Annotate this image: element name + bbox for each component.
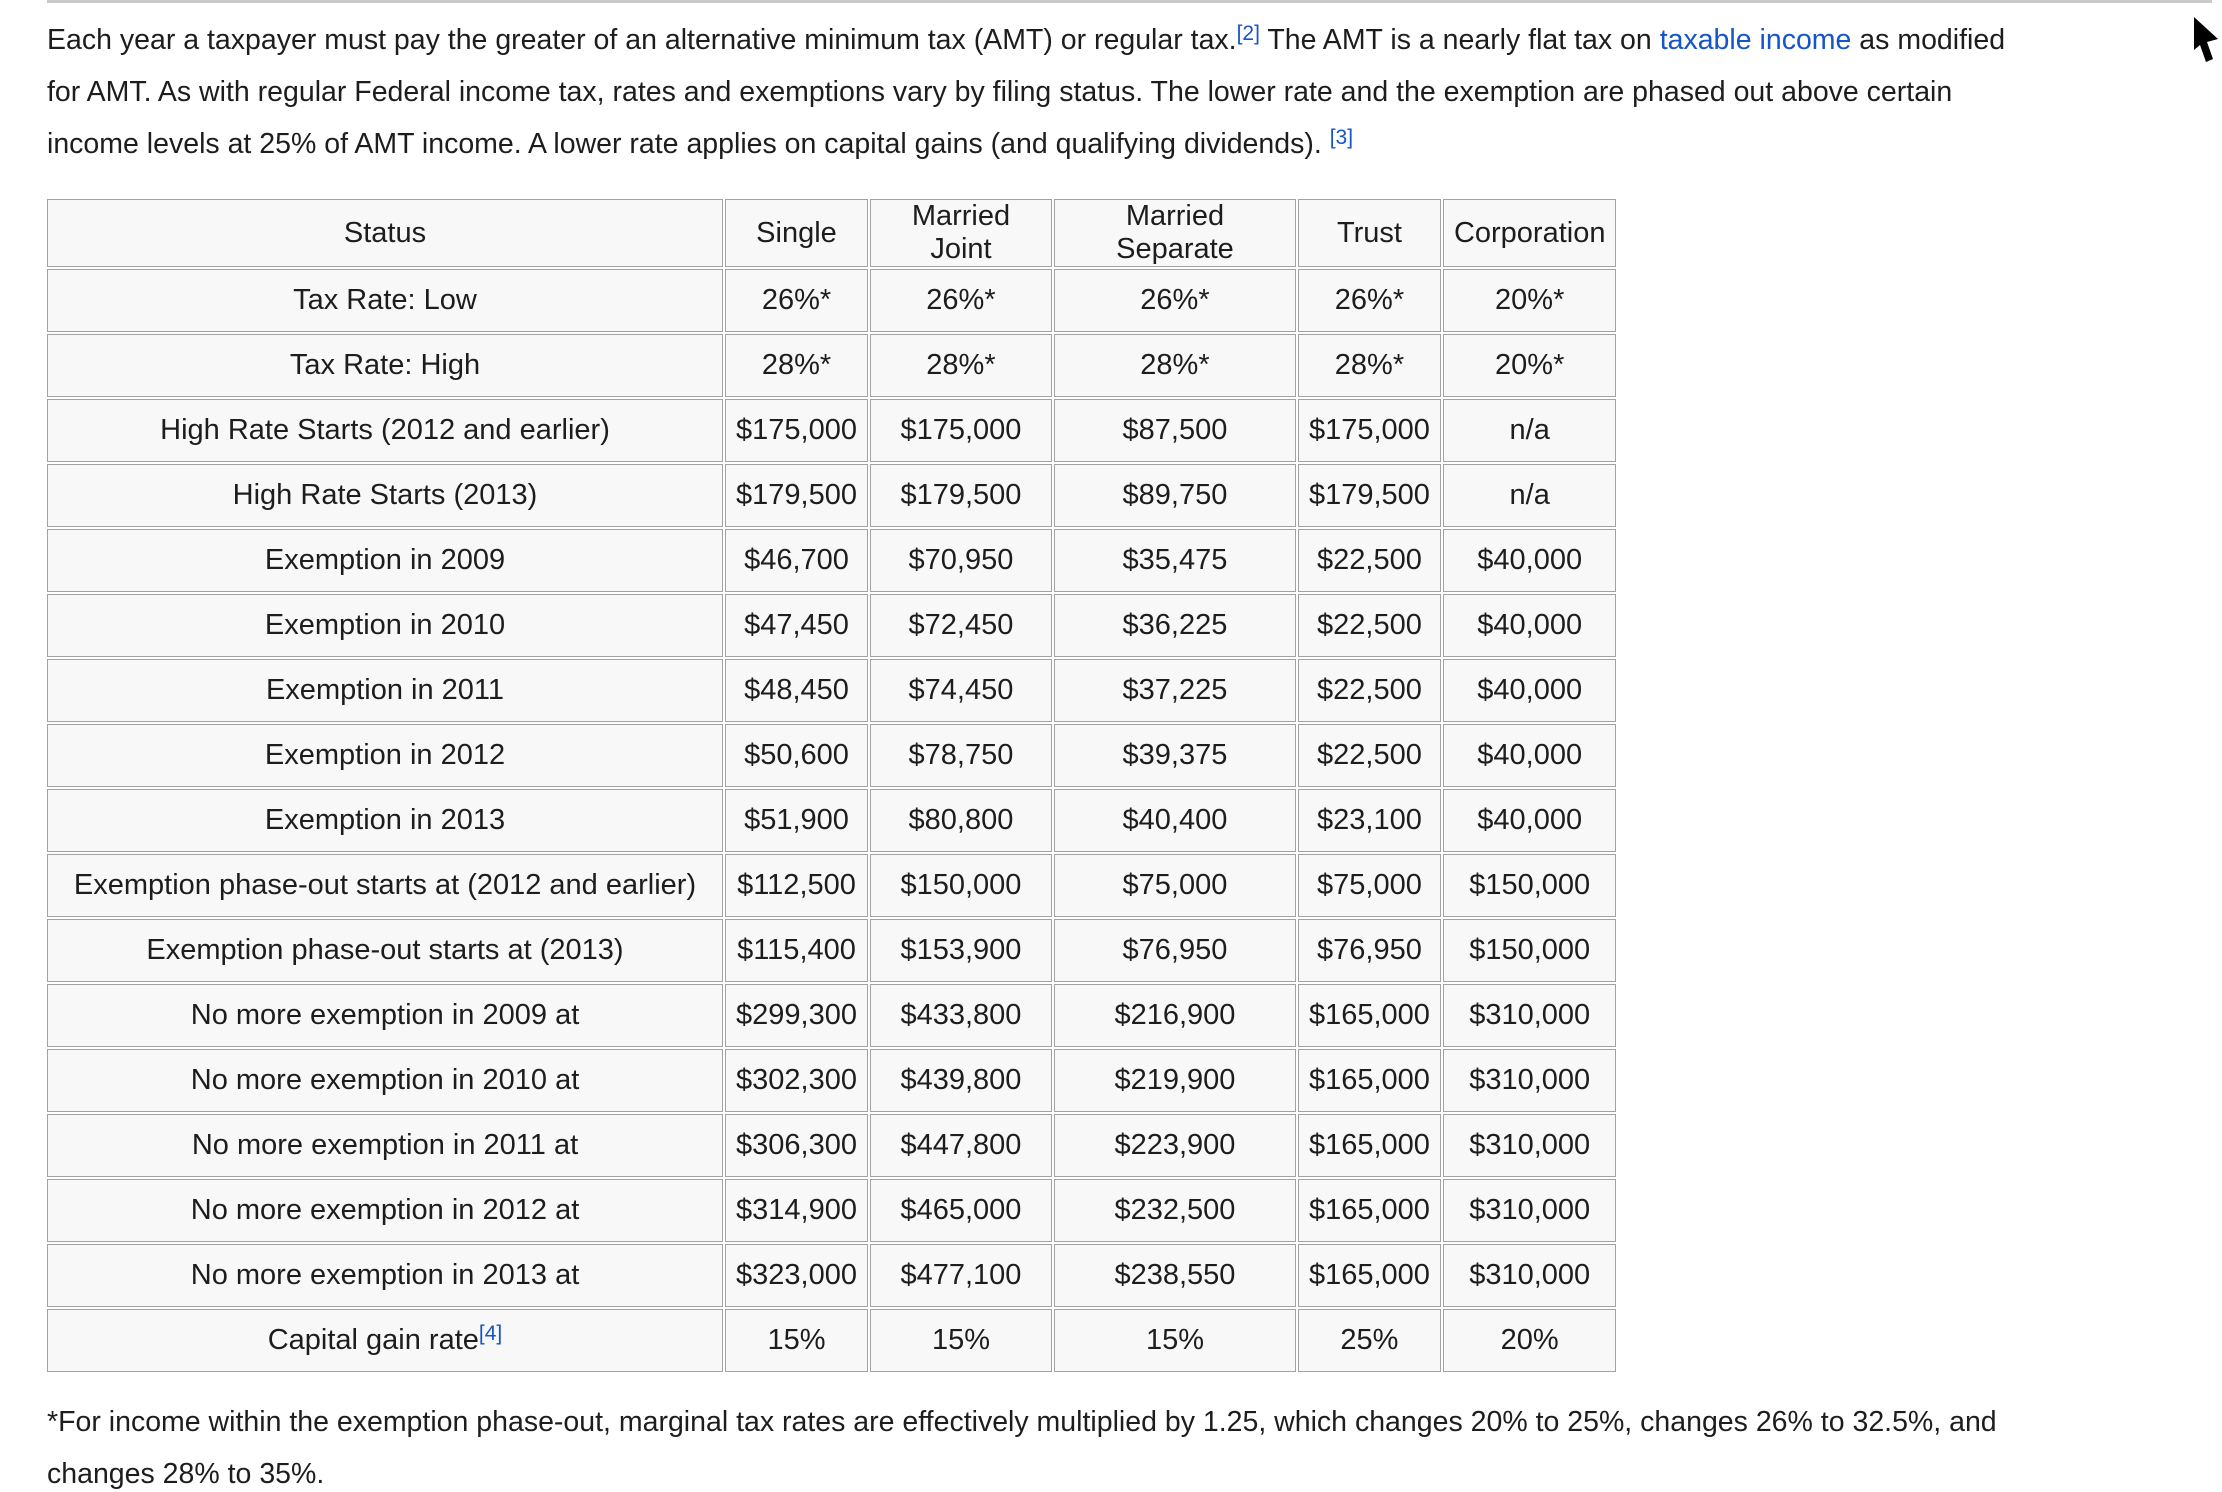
cell-corporation: $40,000 — [1443, 594, 1617, 657]
cell-married-separate: $37,225 — [1054, 659, 1296, 722]
cell-married-separate: $75,000 — [1054, 854, 1296, 917]
row-label-cell — [47, 1309, 723, 1372]
row-label-cell — [47, 399, 723, 462]
cell-married-separate: $89,750 — [1054, 464, 1296, 527]
row-label: No more exemption in 2012 at — [190, 1194, 580, 1226]
row-label: Exemption in 2013 — [264, 804, 506, 836]
cell-trust: $165,000 — [1298, 1179, 1441, 1242]
cell-married-joint: 26%* — [870, 269, 1052, 332]
row-label: No more exemption in 2013 at — [190, 1259, 580, 1291]
cell-married-separate: $216,900 — [1054, 984, 1296, 1047]
cell-corporation: 20%* — [1443, 334, 1617, 397]
col-header-corporation: Corporation — [1443, 199, 1617, 267]
row-label-cell — [47, 594, 723, 657]
footnote-line-1: *For income within the exemption phase-out, marginal tax rates are effectively multiplied by 1.25, which changes 20% to 25%, changes 26% to 32.5%, and — [47, 1406, 1997, 1438]
cell-single: $112,500 — [725, 854, 868, 917]
cell-married-separate: $36,225 — [1054, 594, 1296, 657]
cell-married-separate: 26%* — [1054, 269, 1296, 332]
cell-trust: 28%* — [1298, 334, 1441, 397]
row-label: Exemption in 2010 — [264, 609, 506, 641]
col-header-single: Single — [725, 199, 868, 267]
row-label-cell — [47, 1244, 723, 1307]
table-row — [47, 724, 1616, 787]
cell-married-separate: 28%* — [1054, 334, 1296, 397]
col-header-trust: Trust — [1298, 199, 1441, 267]
cell-corporation: 20% — [1443, 1309, 1617, 1372]
row-label-cell — [47, 464, 723, 527]
cell-married-joint: $80,800 — [870, 789, 1052, 852]
reference-3-link[interactable]: [3] — [1329, 126, 1354, 149]
cell-married-separate: $87,500 — [1054, 399, 1296, 462]
table-row — [47, 1179, 1616, 1242]
intro-paragraph — [47, 14, 2005, 170]
cell-single: $46,700 — [725, 529, 868, 592]
cell-single: $179,500 — [725, 464, 868, 527]
table-row — [47, 529, 1616, 592]
row-label: Tax Rate: Low — [293, 284, 477, 316]
row-label-cell — [47, 854, 723, 917]
table-row — [47, 919, 1616, 982]
reference-2-link[interactable]: [2] — [1236, 22, 1260, 45]
table-row — [47, 789, 1616, 852]
col-header-married-separate: Married Separate — [1054, 199, 1296, 267]
cell-single: $314,900 — [725, 1179, 868, 1242]
cell-married-joint: $153,900 — [870, 919, 1052, 982]
cell-trust: $179,500 — [1298, 464, 1441, 527]
cell-married-separate: $76,950 — [1054, 919, 1296, 982]
table-row — [47, 594, 1616, 657]
cell-married-separate: $40,400 — [1054, 789, 1296, 852]
row-label-cell — [47, 269, 723, 332]
cell-corporation: 20%* — [1443, 269, 1617, 332]
cell-married-separate: $35,475 — [1054, 529, 1296, 592]
row-label: Exemption phase-out starts at (2013) — [146, 934, 624, 966]
table-row — [47, 854, 1616, 917]
row-ref — [479, 1322, 502, 1345]
cell-trust: $175,000 — [1298, 399, 1441, 462]
row-label: No more exemption in 2009 at — [190, 999, 580, 1031]
col-header-married-joint: Married Joint — [870, 199, 1052, 267]
cell-trust: 25% — [1298, 1309, 1441, 1372]
cell-married-separate: $219,900 — [1054, 1049, 1296, 1112]
intro-text: for AMT. As with regular Federal income tax, rates and exemptions vary by filing status. The lower rate and the exemption are phased out above certain — [47, 76, 1953, 108]
cell-corporation: $40,000 — [1443, 529, 1617, 592]
cell-trust: $165,000 — [1298, 1049, 1441, 1112]
row-label-cell — [47, 1114, 723, 1177]
row-label-cell — [47, 984, 723, 1047]
row-label-cell — [47, 334, 723, 397]
row-label: Tax Rate: High — [289, 349, 481, 381]
cell-corporation: $40,000 — [1443, 789, 1617, 852]
cell-trust: 26%* — [1298, 269, 1441, 332]
cell-trust: $23,100 — [1298, 789, 1441, 852]
table-header-row — [47, 199, 1616, 267]
intro-line-2 — [47, 66, 2005, 118]
row-label: No more exemption in 2010 at — [190, 1064, 580, 1096]
cell-single: $306,300 — [725, 1114, 868, 1177]
cell-married-joint: $179,500 — [870, 464, 1052, 527]
intro-text: income levels at 25% of AMT income. A lower rate applies on capital gains (and qualifying dividends). — [47, 128, 1330, 160]
cell-married-joint: $465,000 — [870, 1179, 1052, 1242]
section-divider — [47, 0, 2212, 3]
table-row — [47, 1244, 1616, 1307]
cell-single: $175,000 — [725, 399, 868, 462]
cell-married-joint: $78,750 — [870, 724, 1052, 787]
table-row — [47, 334, 1616, 397]
cell-corporation: $150,000 — [1443, 919, 1617, 982]
row-label: High Rate Starts (2013) — [232, 479, 538, 511]
table-row — [47, 399, 1616, 462]
intro-line-3 — [47, 118, 2005, 170]
reference-2 — [1237, 22, 1260, 45]
footnote-line-2: changes 28% to 35%. — [47, 1458, 325, 1490]
table-row — [47, 984, 1616, 1047]
row-label-cell — [47, 659, 723, 722]
row-label-cell — [47, 1179, 723, 1242]
cell-single: $47,450 — [725, 594, 868, 657]
intro-text: Each year a taxpayer must pay the greater of an alternative minimum tax (AMT) or regular tax. — [47, 24, 1237, 56]
cell-corporation: $310,000 — [1443, 1049, 1617, 1112]
cell-single: 15% — [725, 1309, 868, 1372]
cell-married-joint: 15% — [870, 1309, 1052, 1372]
cell-corporation: $310,000 — [1443, 1114, 1617, 1177]
row-label: Exemption in 2009 — [264, 544, 506, 576]
table-row — [47, 1049, 1616, 1112]
cell-married-joint: $74,450 — [870, 659, 1052, 722]
reference-4-link[interactable]: [4] — [478, 1322, 503, 1345]
cell-single: $48,450 — [725, 659, 868, 722]
table-body — [47, 269, 1616, 1372]
row-label-cell — [47, 529, 723, 592]
row-label-cell — [47, 789, 723, 852]
cell-married-separate: $39,375 — [1054, 724, 1296, 787]
cell-trust: $76,950 — [1298, 919, 1441, 982]
cell-married-joint: $70,950 — [870, 529, 1052, 592]
cell-corporation: $40,000 — [1443, 724, 1617, 787]
row-label: Exemption in 2011 — [265, 674, 505, 706]
cell-single: $323,000 — [725, 1244, 868, 1307]
cell-single: 28%* — [725, 334, 868, 397]
cell-married-separate: 15% — [1054, 1309, 1296, 1372]
intro-line-1 — [47, 14, 2005, 66]
table-row — [47, 464, 1616, 527]
cell-married-separate: $232,500 — [1054, 1179, 1296, 1242]
intro-text: as modified — [1851, 24, 2006, 56]
cell-married-separate: $238,550 — [1054, 1244, 1296, 1307]
row-label: High Rate Starts (2012 and earlier) — [160, 414, 610, 446]
footnote — [47, 1396, 1997, 1492]
cell-married-joint: $447,800 — [870, 1114, 1052, 1177]
cell-trust: $165,000 — [1298, 984, 1441, 1047]
cell-married-separate: $223,900 — [1054, 1114, 1296, 1177]
cell-trust: $22,500 — [1298, 724, 1441, 787]
cell-trust: $22,500 — [1298, 529, 1441, 592]
intro-text: The AMT is a nearly flat tax on — [1259, 24, 1660, 56]
taxable-income-link[interactable]: taxable income — [1659, 24, 1852, 56]
table-row — [47, 1309, 1616, 1372]
cell-corporation: $310,000 — [1443, 984, 1617, 1047]
row-label-cell — [47, 919, 723, 982]
cell-corporation: $150,000 — [1443, 854, 1617, 917]
cell-trust: $22,500 — [1298, 659, 1441, 722]
cell-corporation: $310,000 — [1443, 1179, 1617, 1242]
row-label: Exemption phase-out starts at (2012 and earlier) — [73, 869, 697, 901]
cell-married-joint: $150,000 — [870, 854, 1052, 917]
row-label: No more exemption in 2011 at — [191, 1129, 579, 1161]
cell-single: $50,600 — [725, 724, 868, 787]
row-label-cell — [47, 1049, 723, 1112]
cell-single: 26%* — [725, 269, 868, 332]
cell-corporation: n/a — [1443, 399, 1617, 462]
row-label: Capital gain rate — [267, 1324, 479, 1356]
table-row — [47, 659, 1616, 722]
cell-trust: $165,000 — [1298, 1244, 1441, 1307]
table-row — [47, 269, 1616, 332]
cell-married-joint: $477,100 — [870, 1244, 1052, 1307]
reference-3 — [1330, 126, 1353, 149]
cell-single: $299,300 — [725, 984, 868, 1047]
row-label-cell — [47, 724, 723, 787]
cell-single: $115,400 — [725, 919, 868, 982]
cell-single: $302,300 — [725, 1049, 868, 1112]
row-label: Exemption in 2012 — [264, 739, 506, 771]
cell-married-joint: 28%* — [870, 334, 1052, 397]
cell-trust: $165,000 — [1298, 1114, 1441, 1177]
cell-corporation: n/a — [1443, 464, 1617, 527]
cell-single: $51,900 — [725, 789, 868, 852]
cell-married-joint: $439,800 — [870, 1049, 1052, 1112]
cell-married-joint: $433,800 — [870, 984, 1052, 1047]
cell-married-joint: $175,000 — [870, 399, 1052, 462]
mouse-cursor-icon — [2194, 16, 2220, 66]
cell-corporation: $310,000 — [1443, 1244, 1617, 1307]
cell-trust: $75,000 — [1298, 854, 1441, 917]
col-header-status: Status — [47, 199, 723, 267]
cell-married-joint: $72,450 — [870, 594, 1052, 657]
table-row — [47, 1114, 1616, 1177]
amt-rates-table — [45, 197, 1618, 1374]
cell-corporation: $40,000 — [1443, 659, 1617, 722]
cell-trust: $22,500 — [1298, 594, 1441, 657]
